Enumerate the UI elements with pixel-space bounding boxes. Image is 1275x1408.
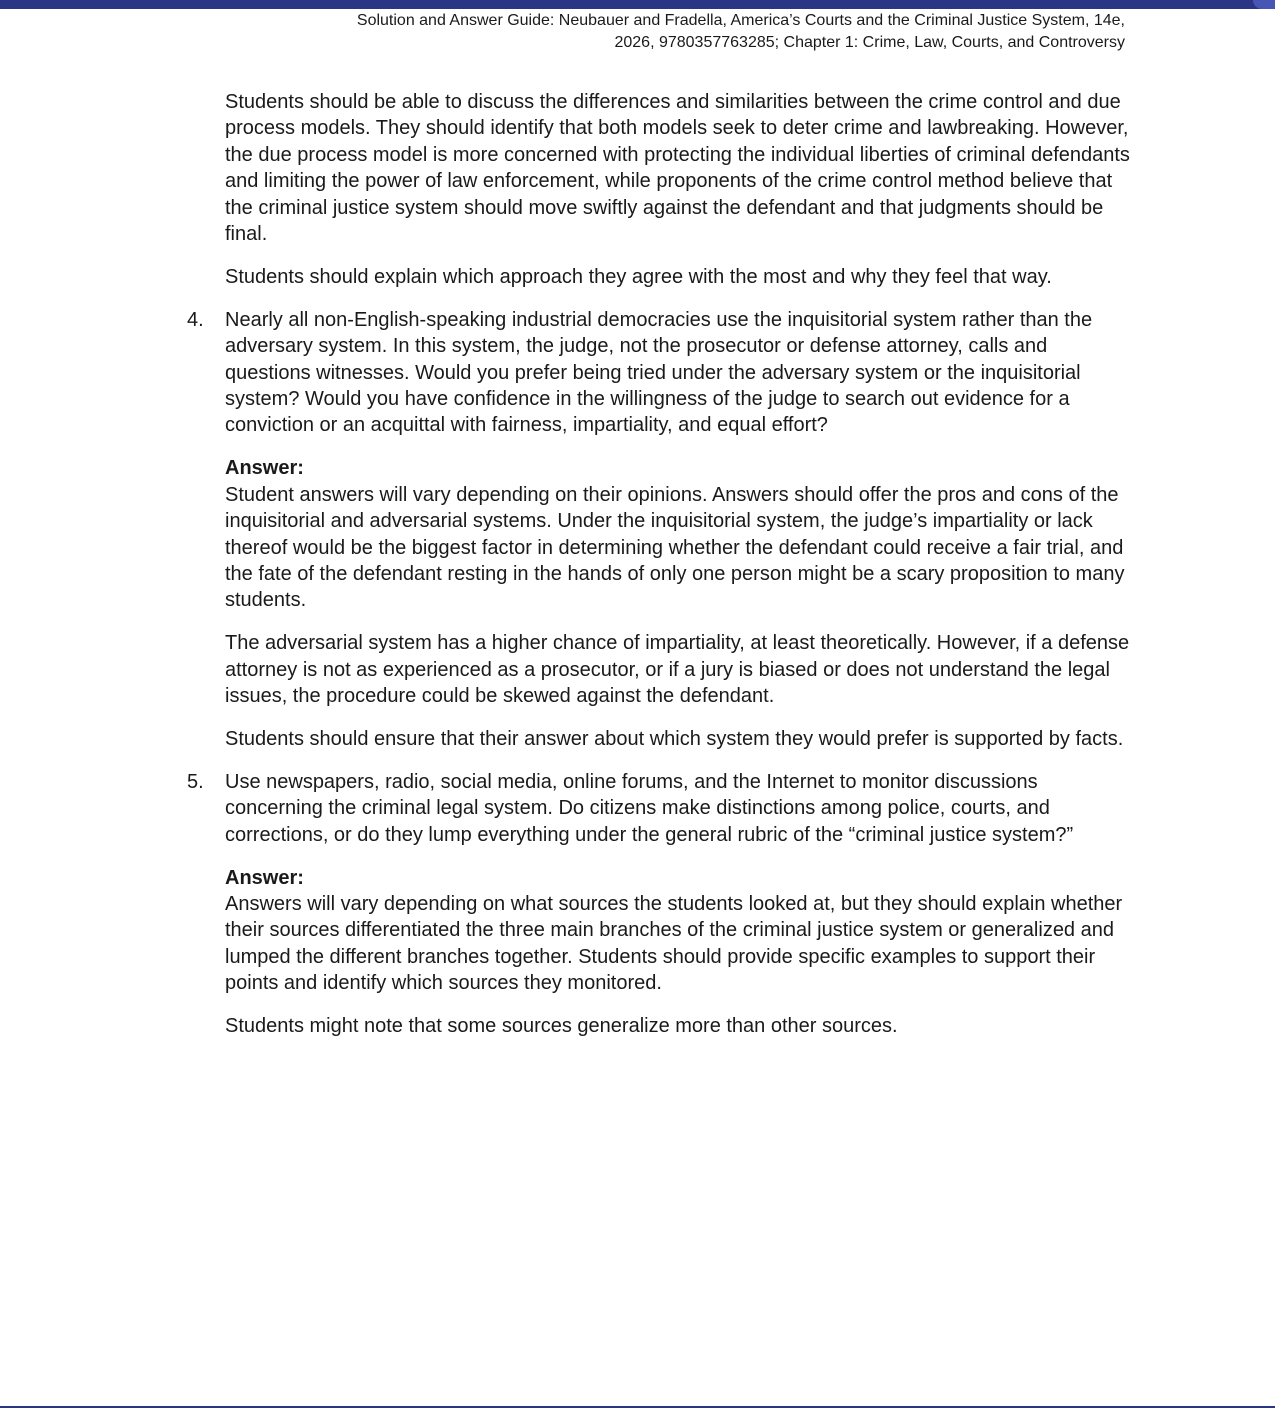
- answer-label: Answer:: [225, 866, 304, 889]
- question-number: 5.: [187, 770, 204, 793]
- question-text: Use newspapers, radio, social media, online forums, and the Internet to monitor discussions concerning the criminal legal system. Do citizens make distinctions among police, courts, and corrections, or do they lump everything under the general rubric of the “criminal justice system?”: [225, 770, 1074, 846]
- answer-label: Answer:: [225, 457, 304, 480]
- answer-paragraph: The adversarial system has a higher chance of impartiality, at least theoretically. However, if a defense attorney is not as experienced as a prosecutor, or if a jury is biased or does not understand the legal issues, the procedure could be skewed against the defendant.: [225, 632, 1130, 708]
- header-line-2: 2026, 9780357763285; Chapter 1: Crime, Law, Courts, and Controversy: [614, 34, 1125, 51]
- answer-block: [225, 865, 1130, 997]
- running-header: [125, 10, 1125, 54]
- answer-text: Student answers will vary depending on their opinions. Answers should offer the pros and cons of the inquisitorial and adversarial systems. Under the inquisitorial system, the judge’s impartiality or lack thereof would be the biggest factor in determining whether the defendant could receive a fair trial, and the fate of the defendant resting in the hands of only one person might be a scary proposition to many students.: [225, 483, 1125, 612]
- document-body: [187, 89, 1130, 1056]
- question-number: 4.: [187, 308, 204, 331]
- answer-block: [225, 455, 1130, 613]
- answer-paragraph: Students might note that some sources generalize more than other sources.: [225, 1015, 898, 1038]
- answer-paragraph: Students should ensure that their answer about which system they would prefer is supported by facts.: [225, 728, 1124, 751]
- question-text: Nearly all non-English-speaking industrial democracies use the inquisitorial system rather than the adversary system. In this system, the judge, not the prosecutor or defense attorney, calls and questions witnesses. Would you prefer being tried under the adversary system or the inquisitorial system? Would you have confidence in the willingness of the judge to search out evidence for a conviction or an acquittal with fairness, impartiality, and equal effort?: [225, 308, 1093, 437]
- question-item-5: [187, 769, 1130, 848]
- question-item-4: [187, 307, 1130, 439]
- intro-paragraph: Students should be able to discuss the differences and similarities between the crime control and due process models. They should identify that both models seek to deter crime and lawbreaking. However, the due process model is more concerned with protecting the individual liberties of criminal defendants and limiting the power of law enforcement, while proponents of the crime control method believe that the criminal justice system should move swiftly against the defendant and that judgments should be final.: [225, 91, 1130, 246]
- intro-paragraph: Students should explain which approach they agree with the most and why they feel that way.: [225, 265, 1052, 288]
- top-color-bar: [0, 0, 1275, 9]
- top-bar-accent: [1253, 0, 1275, 9]
- header-line-1: Solution and Answer Guide: Neubauer and Fradella, America’s Courts and the Criminal Justice System, 14e,: [356, 12, 1125, 29]
- answer-text: Answers will vary depending on what sources the students looked at, but they should explain whether their sources differentiated the three main branches of the criminal justice system or generalized and lumped the different branches together. Students should provide specific examples to support their points and identify which sources they monitored.: [225, 893, 1123, 995]
